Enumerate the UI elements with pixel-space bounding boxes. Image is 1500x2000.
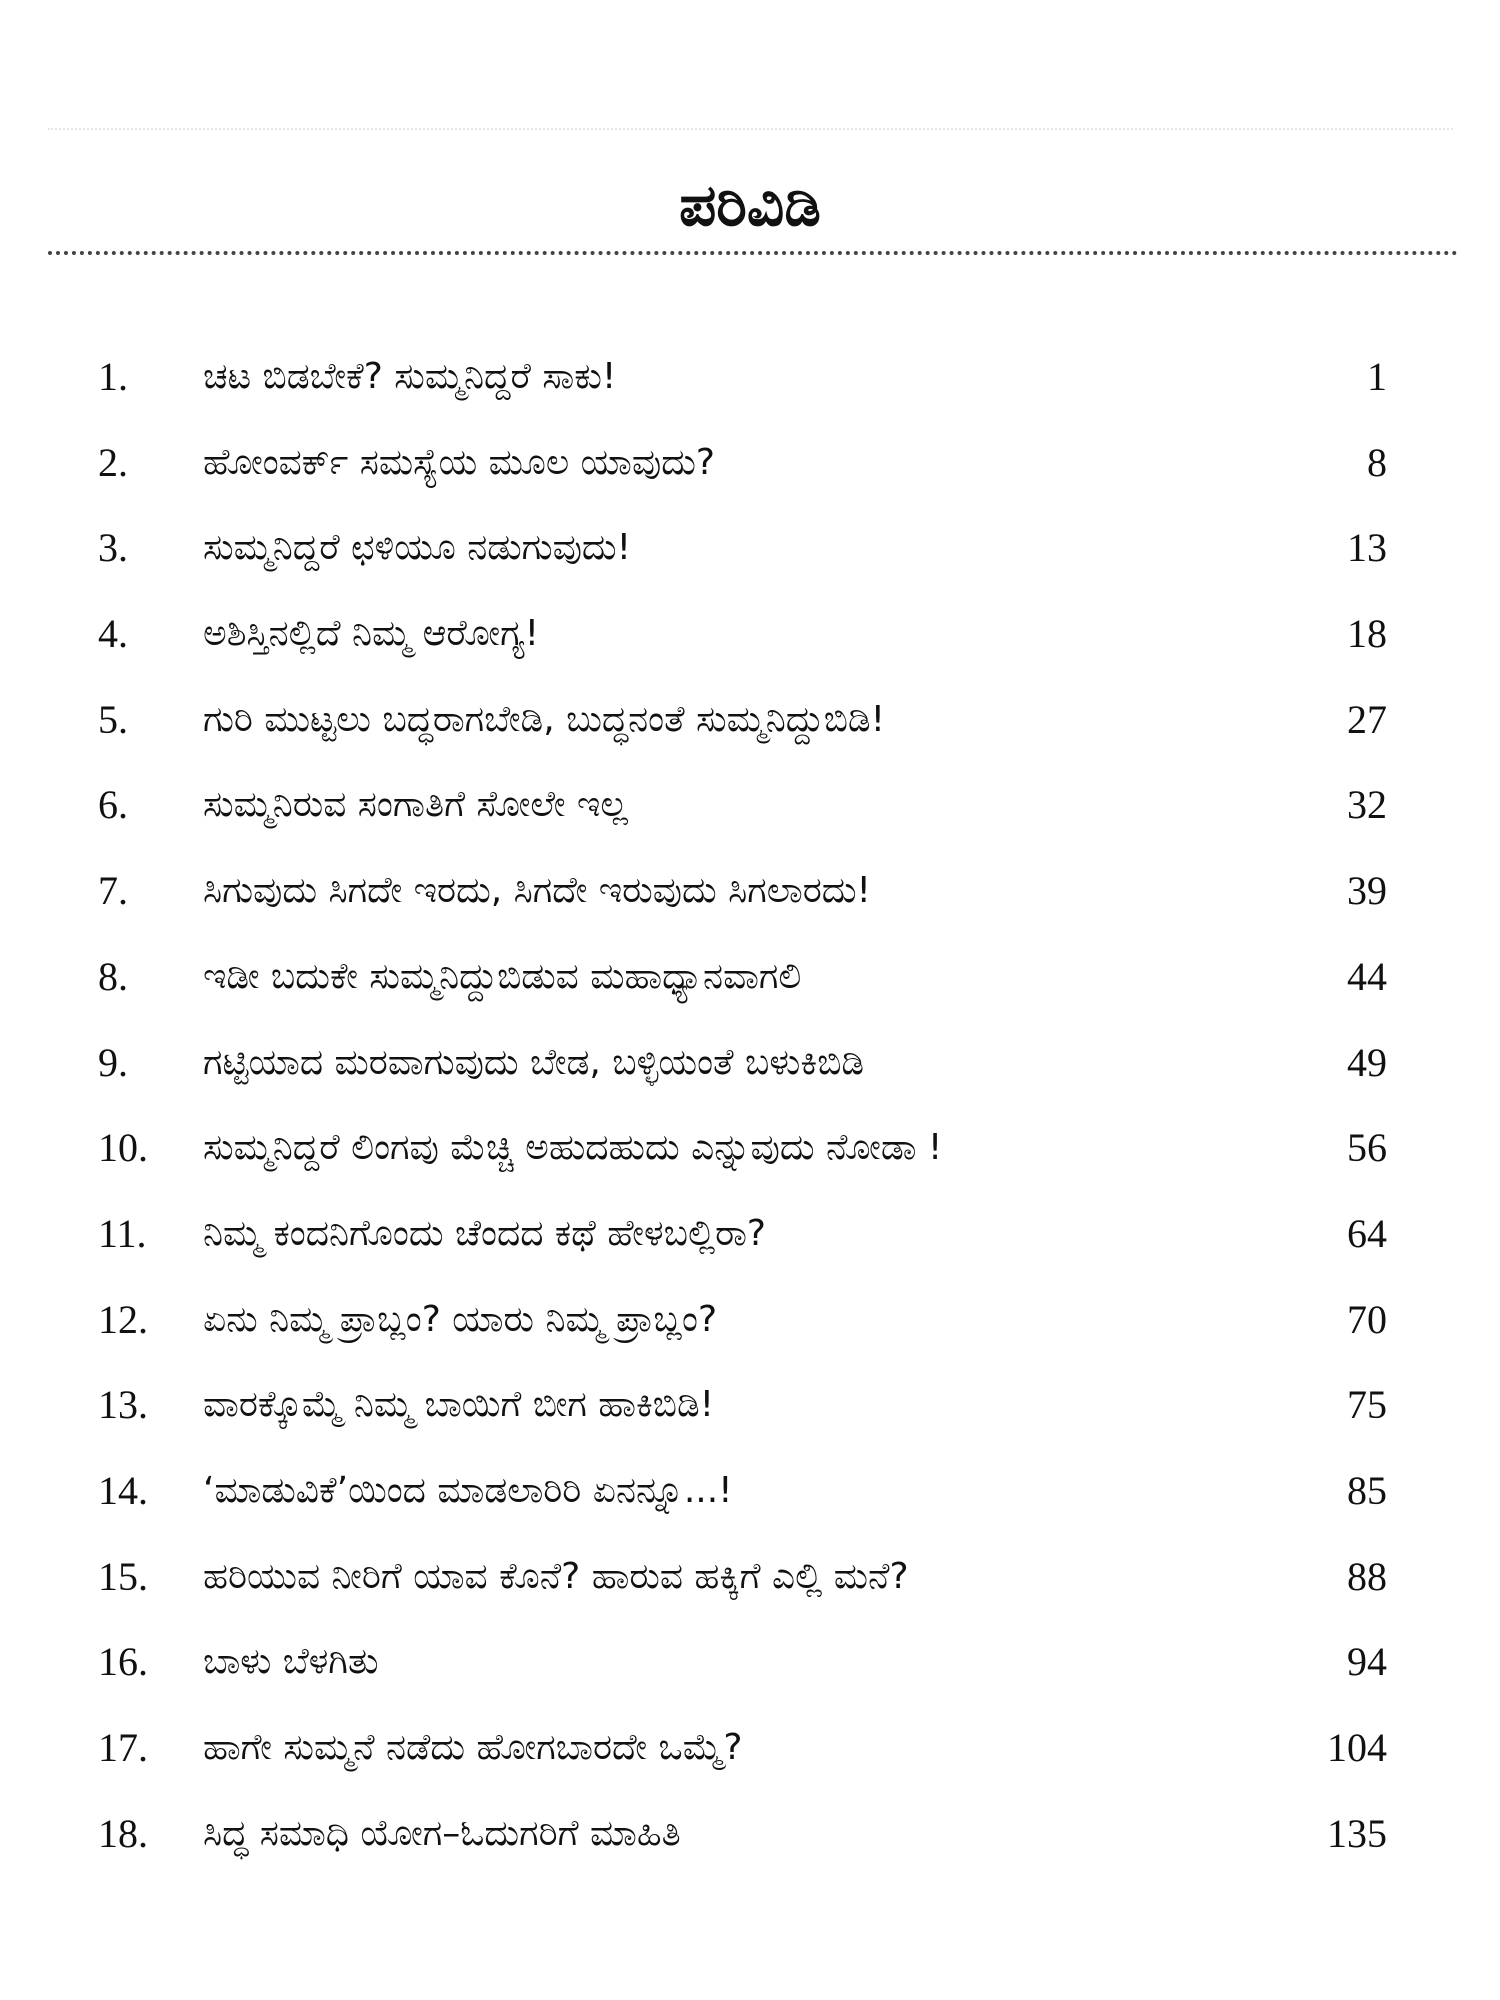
toc-entry-18	[0, 1804, 1500, 1890]
entry-title: ಹಾಗೇ ಸುಮ್ಮನೆ ನಡೆದು ಹೋಗಬಾರದೇ ಒಮ್ಮೆ?	[203, 1727, 743, 1768]
entry-title: ಗುರಿ ಮುಟ್ಟಲು ಬದ್ಧರಾಗಬೇಡಿ, ಬುದ್ಧನಂತೆ ಸುಮ್ಮನಿದ್ದುಬಿಡಿ!	[203, 698, 886, 740]
entry-number: 4.	[98, 611, 128, 657]
entry-number: 15.	[98, 1553, 148, 1599]
entry-title: ಸಿದ್ಧ ಸಮಾಧಿ ಯೋಗ–ಓದುಗರಿಗೆ ಮಾಹಿತಿ	[203, 1812, 681, 1854]
entry-page-number: 104	[1327, 1725, 1387, 1770]
toc-entry-12	[0, 1290, 1500, 1376]
entry-page-number: 88	[1347, 1553, 1387, 1599]
toc-entry-14	[0, 1461, 1500, 1547]
entry-page-number: 56	[1347, 1125, 1387, 1171]
toc-entry-10	[0, 1118, 1500, 1204]
entry-page-number: 18	[1347, 611, 1387, 657]
entry-title: ಇಡೀ ಬದುಕೇ ಸುಮ್ಮನಿದ್ದುಬಿಡುವ ಮಹಾಧ್ಯಾನವಾಗಲಿ	[203, 955, 802, 997]
entry-number: 18.	[98, 1810, 148, 1856]
entry-page-number: 13	[1347, 525, 1387, 571]
toc-entry-17	[0, 1718, 1500, 1804]
title-dotted-divider	[48, 251, 1458, 255]
page-title: ಪರಿವಿಡಿ	[679, 171, 821, 239]
toc-entry-3	[0, 518, 1500, 604]
entry-title: ಸಿಗುವುದು ಸಿಗದೇ ಇರದು, ಸಿಗದೇ ಇರುವುದು ಸಿಗಲಾರದು!	[203, 870, 871, 912]
entry-number: 7.	[98, 868, 128, 914]
table-of-contents	[0, 347, 1500, 1889]
entry-page-number: 27	[1347, 696, 1387, 742]
toc-entry-1	[0, 347, 1500, 433]
entry-number: 17.	[98, 1725, 148, 1770]
entry-page-number: 32	[1347, 782, 1387, 828]
entry-page-number: 8	[1367, 439, 1387, 485]
toc-entry-16	[0, 1632, 1500, 1718]
entry-title: ಸುಮ್ಮನಿದ್ದರೆ ಛಳಿಯೂ ನಡುಗುವುದು!	[203, 527, 632, 569]
entry-number: 14.	[98, 1467, 148, 1513]
entry-page-number: 75	[1347, 1382, 1387, 1428]
entry-title: ಅಶಿಸ್ತಿನಲ್ಲಿದೆ ನಿಮ್ಮ ಆರೋಗ್ಯ!	[203, 613, 540, 655]
entry-page-number: 49	[1347, 1039, 1387, 1085]
toc-entry-13	[0, 1375, 1500, 1461]
toc-entry-4	[0, 604, 1500, 690]
entry-page-number: 85	[1347, 1467, 1387, 1513]
entry-number: 8.	[98, 953, 128, 999]
entry-page-number: 44	[1347, 953, 1387, 999]
entry-title: ಹೋಂವರ್ಕ್ ಸಮಸ್ಯೆಯ ಮೂಲ ಯಾವುದು?	[203, 441, 716, 483]
entry-page-number: 70	[1347, 1296, 1387, 1342]
entry-page-number: 94	[1347, 1639, 1387, 1685]
entry-number: 16.	[98, 1639, 148, 1685]
toc-entry-7	[0, 861, 1500, 947]
entry-page-number: 39	[1347, 868, 1387, 914]
entry-title: ಚಟ ಬಿಡಬೇಕೆ? ಸುಮ್ಮನಿದ್ದರೆ ಸಾಕು!	[203, 356, 617, 397]
entry-number: 5.	[98, 696, 128, 742]
entry-number: 13.	[98, 1382, 148, 1428]
entry-page-number: 64	[1347, 1210, 1387, 1256]
entry-title: ಹರಿಯುವ ನೀರಿಗೆ ಯಾವ ಕೊನೆ? ಹಾರುವ ಹಕ್ಕಿಗೆ ಎಲ್ಲಿ ಮನೆ?	[203, 1555, 909, 1597]
entry-title: ನಿಮ್ಮ ಕಂದನಿಗೊಂದು ಚೆಂದದ ಕಥೆ ಹೇಳಬಲ್ಲಿರಾ?	[203, 1212, 767, 1254]
entry-number: 1.	[98, 354, 128, 399]
toc-entry-6	[0, 775, 1500, 861]
entry-page-number: 135	[1327, 1810, 1387, 1856]
toc-entry-9	[0, 1033, 1500, 1119]
entry-number: 10.	[98, 1125, 148, 1171]
top-faint-divider	[48, 128, 1453, 130]
toc-entry-11	[0, 1204, 1500, 1290]
toc-entry-15	[0, 1547, 1500, 1633]
entry-title: ಸುಮ್ಮನಿದ್ದರೆ ಲಿಂಗವು ಮೆಚ್ಚಿ ಅಹುದಹುದು ಎನ್ನುವುದು ನೋಡಾ !	[203, 1127, 943, 1169]
entry-number: 2.	[98, 439, 128, 485]
entry-title: ಸುಮ್ಮನಿರುವ ಸಂಗಾತಿಗೆ ಸೋಲೇ ಇಲ್ಲ	[203, 784, 628, 826]
entry-number: 11.	[98, 1210, 147, 1256]
entry-number: 6.	[98, 782, 128, 828]
entry-number: 3.	[98, 525, 128, 571]
entry-page-number: 1	[1367, 354, 1387, 399]
entry-title: ವಾರಕ್ಕೊಮ್ಮೆ ನಿಮ್ಮ ಬಾಯಿಗೆ ಬೀಗ ಹಾಕಿಬಿಡಿ!	[203, 1384, 715, 1426]
entry-number: 12.	[98, 1296, 148, 1342]
entry-title: ಗಟ್ಟಿಯಾದ ಮರವಾಗುವುದು ಬೇಡ, ಬಳ್ಳಿಯಂತೆ ಬಳುಕಿಬಿಡಿ	[203, 1041, 865, 1083]
entry-number: 9.	[98, 1039, 128, 1085]
entry-title: ಏನು ನಿಮ್ಮ ಪ್ರಾಬ್ಲಂ? ಯಾರು ನಿಮ್ಮ ಪ್ರಾಬ್ಲಂ?	[203, 1298, 718, 1340]
toc-entry-8	[0, 947, 1500, 1033]
toc-entry-5	[0, 690, 1500, 776]
entry-title: ‘ಮಾಡುವಿಕೆ’ಯಿಂದ ಮಾಡಲಾರಿರಿ ಏನನ್ನೂ...!	[203, 1469, 733, 1511]
entry-title: ಬಾಳು ಬೆಳಗಿತು	[203, 1641, 379, 1683]
toc-entry-2	[0, 433, 1500, 519]
